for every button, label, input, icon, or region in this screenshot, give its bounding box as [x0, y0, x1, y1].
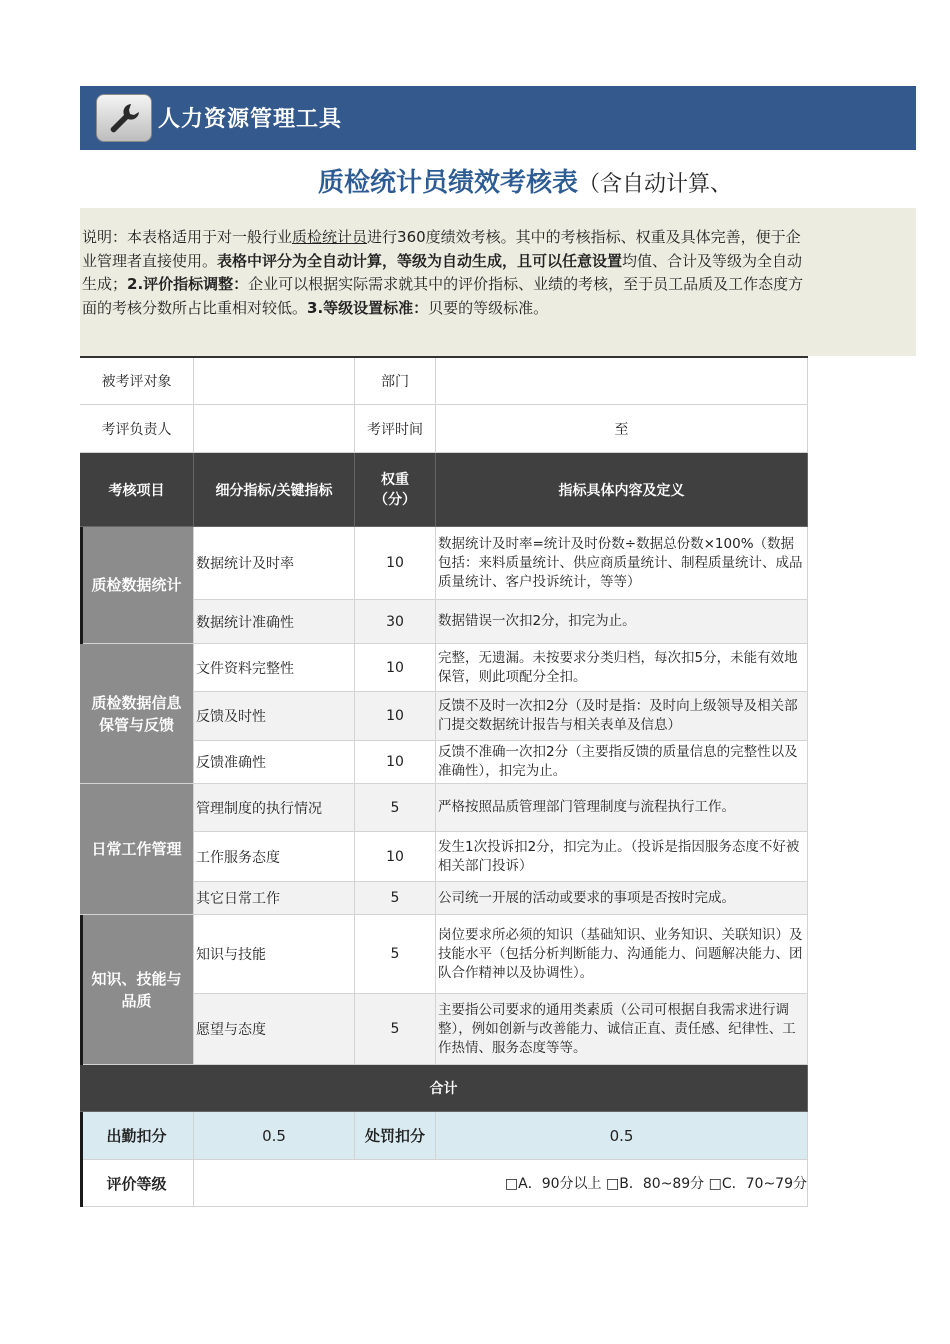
desc-bold: 3.等级设置标准： — [307, 298, 429, 317]
app-banner — [80, 86, 916, 150]
total-row: 合计 — [80, 1065, 808, 1112]
category-cell: 知识、技能与品质 — [80, 915, 194, 1065]
weight-cell: 30 — [355, 600, 436, 644]
category-rule — [80, 527, 83, 644]
page-title — [318, 162, 916, 206]
description-panel — [80, 208, 916, 356]
desc-bold: 2.评价指标调整： — [127, 275, 249, 293]
category-cell: 质检数据统计 — [80, 527, 194, 644]
desc-part: 进行360度绩效考核。其中的考核指标、权重及具体 — [367, 228, 711, 246]
indicator-cell: 反馈及时性 — [194, 692, 355, 741]
description-text — [82, 226, 810, 344]
desc-part: 说明：本表格适用于对一般行业 — [82, 228, 293, 246]
weight-cell: 5 — [355, 882, 436, 915]
indicator-cell: 文件资料完整性 — [194, 644, 355, 692]
content-cell: 发生1次投诉扣2分，扣完为止。（投诉是指因服务态度不好被相关部门投诉） — [436, 832, 808, 882]
content-cell: 岗位要求所必须的知识（基础知识、业务知识、关联知识）及技能水平（包括分析判断能力、沟通能力、问题解决能力、团队合作精神以及协调性）。 — [436, 915, 808, 994]
indicator-cell: 管理制度的执行情况 — [194, 784, 355, 832]
indicator-cell: 反馈准确性 — [194, 741, 355, 784]
col-header-content: 指标具体内容及定义 — [436, 453, 808, 527]
weight-cell: 10 — [355, 527, 436, 600]
weight-cell: 10 — [355, 692, 436, 741]
content-cell: 数据统计及时率=统计及时份数÷数据总份数×100%（数据包括：来料质量统计、供应商质量统计、制程质量统计、成品质量统计、客户投诉统计，等等） — [436, 527, 808, 600]
subject-label: 被考评对象 — [80, 358, 194, 405]
grade-label: 评价等级 — [80, 1160, 194, 1207]
desc-part: 企业可以根据实际需求就其中的评价指标、 — [248, 275, 534, 293]
desc-part: 完善，便于企业管理者直接使用。 — [82, 228, 801, 270]
col-header-item: 考核项目 — [80, 453, 194, 527]
content-cell: 数据错误一次扣2分，扣完为止。 — [436, 600, 808, 644]
weight-cell: 5 — [355, 784, 436, 832]
content-cell: 反馈不及时一次扣2分（及时是指：及时向上级领导及相关部门提交数据统计报告与相关表单及信息） — [436, 692, 808, 741]
weight-cell: 10 — [355, 644, 436, 692]
attendance-value[interactable]: 0.5 — [194, 1112, 355, 1160]
content-cell: 公司统一开展的活动或要求的事项是否按时完成。 — [436, 882, 808, 915]
content-cell: 严格按照品质管理部门管理制度与流程执行工作。 — [436, 784, 808, 832]
subject-value[interactable] — [194, 358, 355, 405]
weight-cell: 10 — [355, 832, 436, 882]
grade-options[interactable]: □A．90分以上 □B．80~89分 □C．70~79分 — [194, 1160, 808, 1207]
desc-part: 要的等级标准。 — [443, 298, 549, 317]
time-label: 考评时间 — [355, 405, 436, 453]
col-header-weight: 权重（分） — [355, 453, 436, 527]
weight-cell: 5 — [355, 994, 436, 1065]
title-sub: （含自动计算、 — [578, 172, 733, 197]
weight-cell: 5 — [355, 915, 436, 994]
indicator-cell: 愿望与态度 — [194, 994, 355, 1065]
indicator-cell: 知识与技能 — [194, 915, 355, 994]
col-header-indicator: 细分指标/关键指标 — [194, 453, 355, 527]
time-value[interactable]: 至 — [436, 405, 808, 453]
owner-label: 考评负责人 — [80, 405, 194, 453]
desc-underlined: 质检统计员 — [292, 228, 368, 246]
table-left-rule — [80, 1112, 83, 1207]
desc-part: 贝 — [428, 298, 444, 317]
indicator-cell: 数据统计及时率 — [194, 527, 355, 600]
penalty-label: 处罚扣分 — [355, 1112, 436, 1160]
category-rule — [80, 915, 83, 1065]
category-cell: 日常工作管理 — [80, 784, 194, 915]
content-cell: 反馈不准确一次扣2分（主要指反馈的质量信息的完整性以及准确性），扣完为止。 — [436, 741, 808, 784]
title-main: 质检统计员绩效考核表 — [318, 168, 579, 198]
penalty-value[interactable]: 0.5 — [436, 1112, 808, 1160]
attendance-label: 出勤扣分 — [80, 1112, 194, 1160]
indicator-cell: 工作服务态度 — [194, 832, 355, 882]
indicator-cell: 其它日常工作 — [194, 882, 355, 915]
category-cell: 质检数据信息保管与反馈 — [80, 644, 194, 784]
content-cell: 主要指公司要求的通用类素质（公司可根据自我需求进行调整），例如创新与改善能力、诚信正直、责任感、纪律性、工作热情、服务态度等等。 — [436, 994, 808, 1065]
indicator-cell: 数据统计准确性 — [194, 600, 355, 644]
dept-value[interactable] — [436, 358, 808, 405]
desc-bold: 表格中评分为全自动计算，等级为自动生成，且可以任意设置 — [217, 251, 623, 270]
desc-part: 均值、合计及等级为全自动生成； — [82, 251, 803, 293]
desc-part: 业绩的考核，至于员工品质及工作态度方面的考核分数所占比重相对较低。 — [82, 275, 804, 317]
dept-label: 部门 — [355, 358, 436, 405]
banner-title: 人力资源管理工具 — [158, 107, 343, 132]
weight-cell: 10 — [355, 741, 436, 784]
content-cell: 完整，无遗漏。未按要求分类归档，每次扣5分，未能有效地保管，则此项配分全扣。 — [436, 644, 808, 692]
owner-value[interactable] — [194, 405, 355, 453]
wrench-icon — [96, 94, 152, 142]
